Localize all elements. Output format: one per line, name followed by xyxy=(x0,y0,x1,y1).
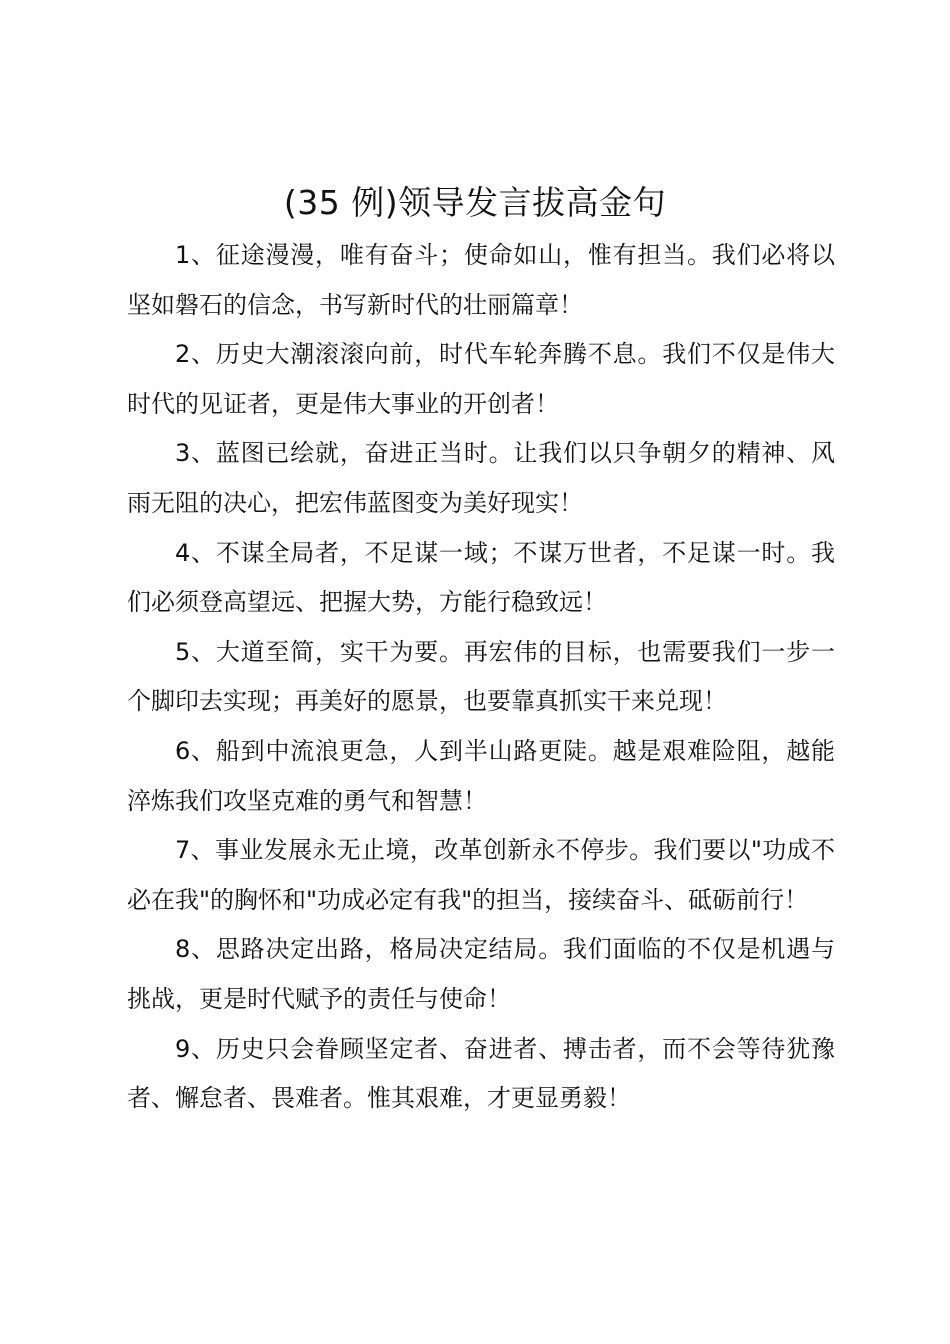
paragraph-8: 8、思路决定出路，格局决定结局。我们面临的不仅是机遇与挑战，更是时代赋予的责任与使命！ xyxy=(127,935,835,1013)
paragraph-1: 1、征途漫漫，唯有奋斗；使命如山，惟有担当。我们必将以坚如磐石的信念，书写新时代的壮丽篇章！ xyxy=(127,241,835,319)
document-title: (35 例)领导发言拔高金句 xyxy=(283,183,667,222)
document-body xyxy=(127,231,835,1124)
paragraph-6: 6、船到中流浪更急，人到半山路更陡。越是艰难险阻，越能淬炼我们攻坚克难的勇气和智慧！ xyxy=(127,736,835,815)
paragraph-3: 3、蓝图已绘就，奋进正当时。让我们以只争朝夕的精神、风雨无阻的决心，把宏伟蓝图变为美好现实！ xyxy=(127,439,835,517)
paragraph-9: 9、历史只会眷顾坚定者、奋进者、搏击者，而不会等待犹豫者、懈怠者、畏难者。惟其艰难，才更显勇毅！ xyxy=(127,1034,835,1113)
paragraph-5: 5、大道至简，实干为要。再宏伟的目标，也需要我们一步一个脚印去实现；再美好的愿景，也要靠真抓实干来兑现！ xyxy=(127,637,835,716)
paragraph-2: 2、历史大潮滚滚向前，时代车轮奔腾不息。我们不仅是伟大时代的见证者，更是伟大事业的开创者！ xyxy=(127,340,835,418)
paragraph-7: 7、事业发展永无止境，改革创新永不停步。我们要以"功成不必在我"的胸怀和"功成必定有我"的担当，接续奋斗、砥砺前行！ xyxy=(127,836,835,914)
paragraph-4: 4、不谋全局者，不足谋一域；不谋万世者，不足谋一时。我们必须登高望远、把握大势，方能行稳致远！ xyxy=(127,538,835,617)
